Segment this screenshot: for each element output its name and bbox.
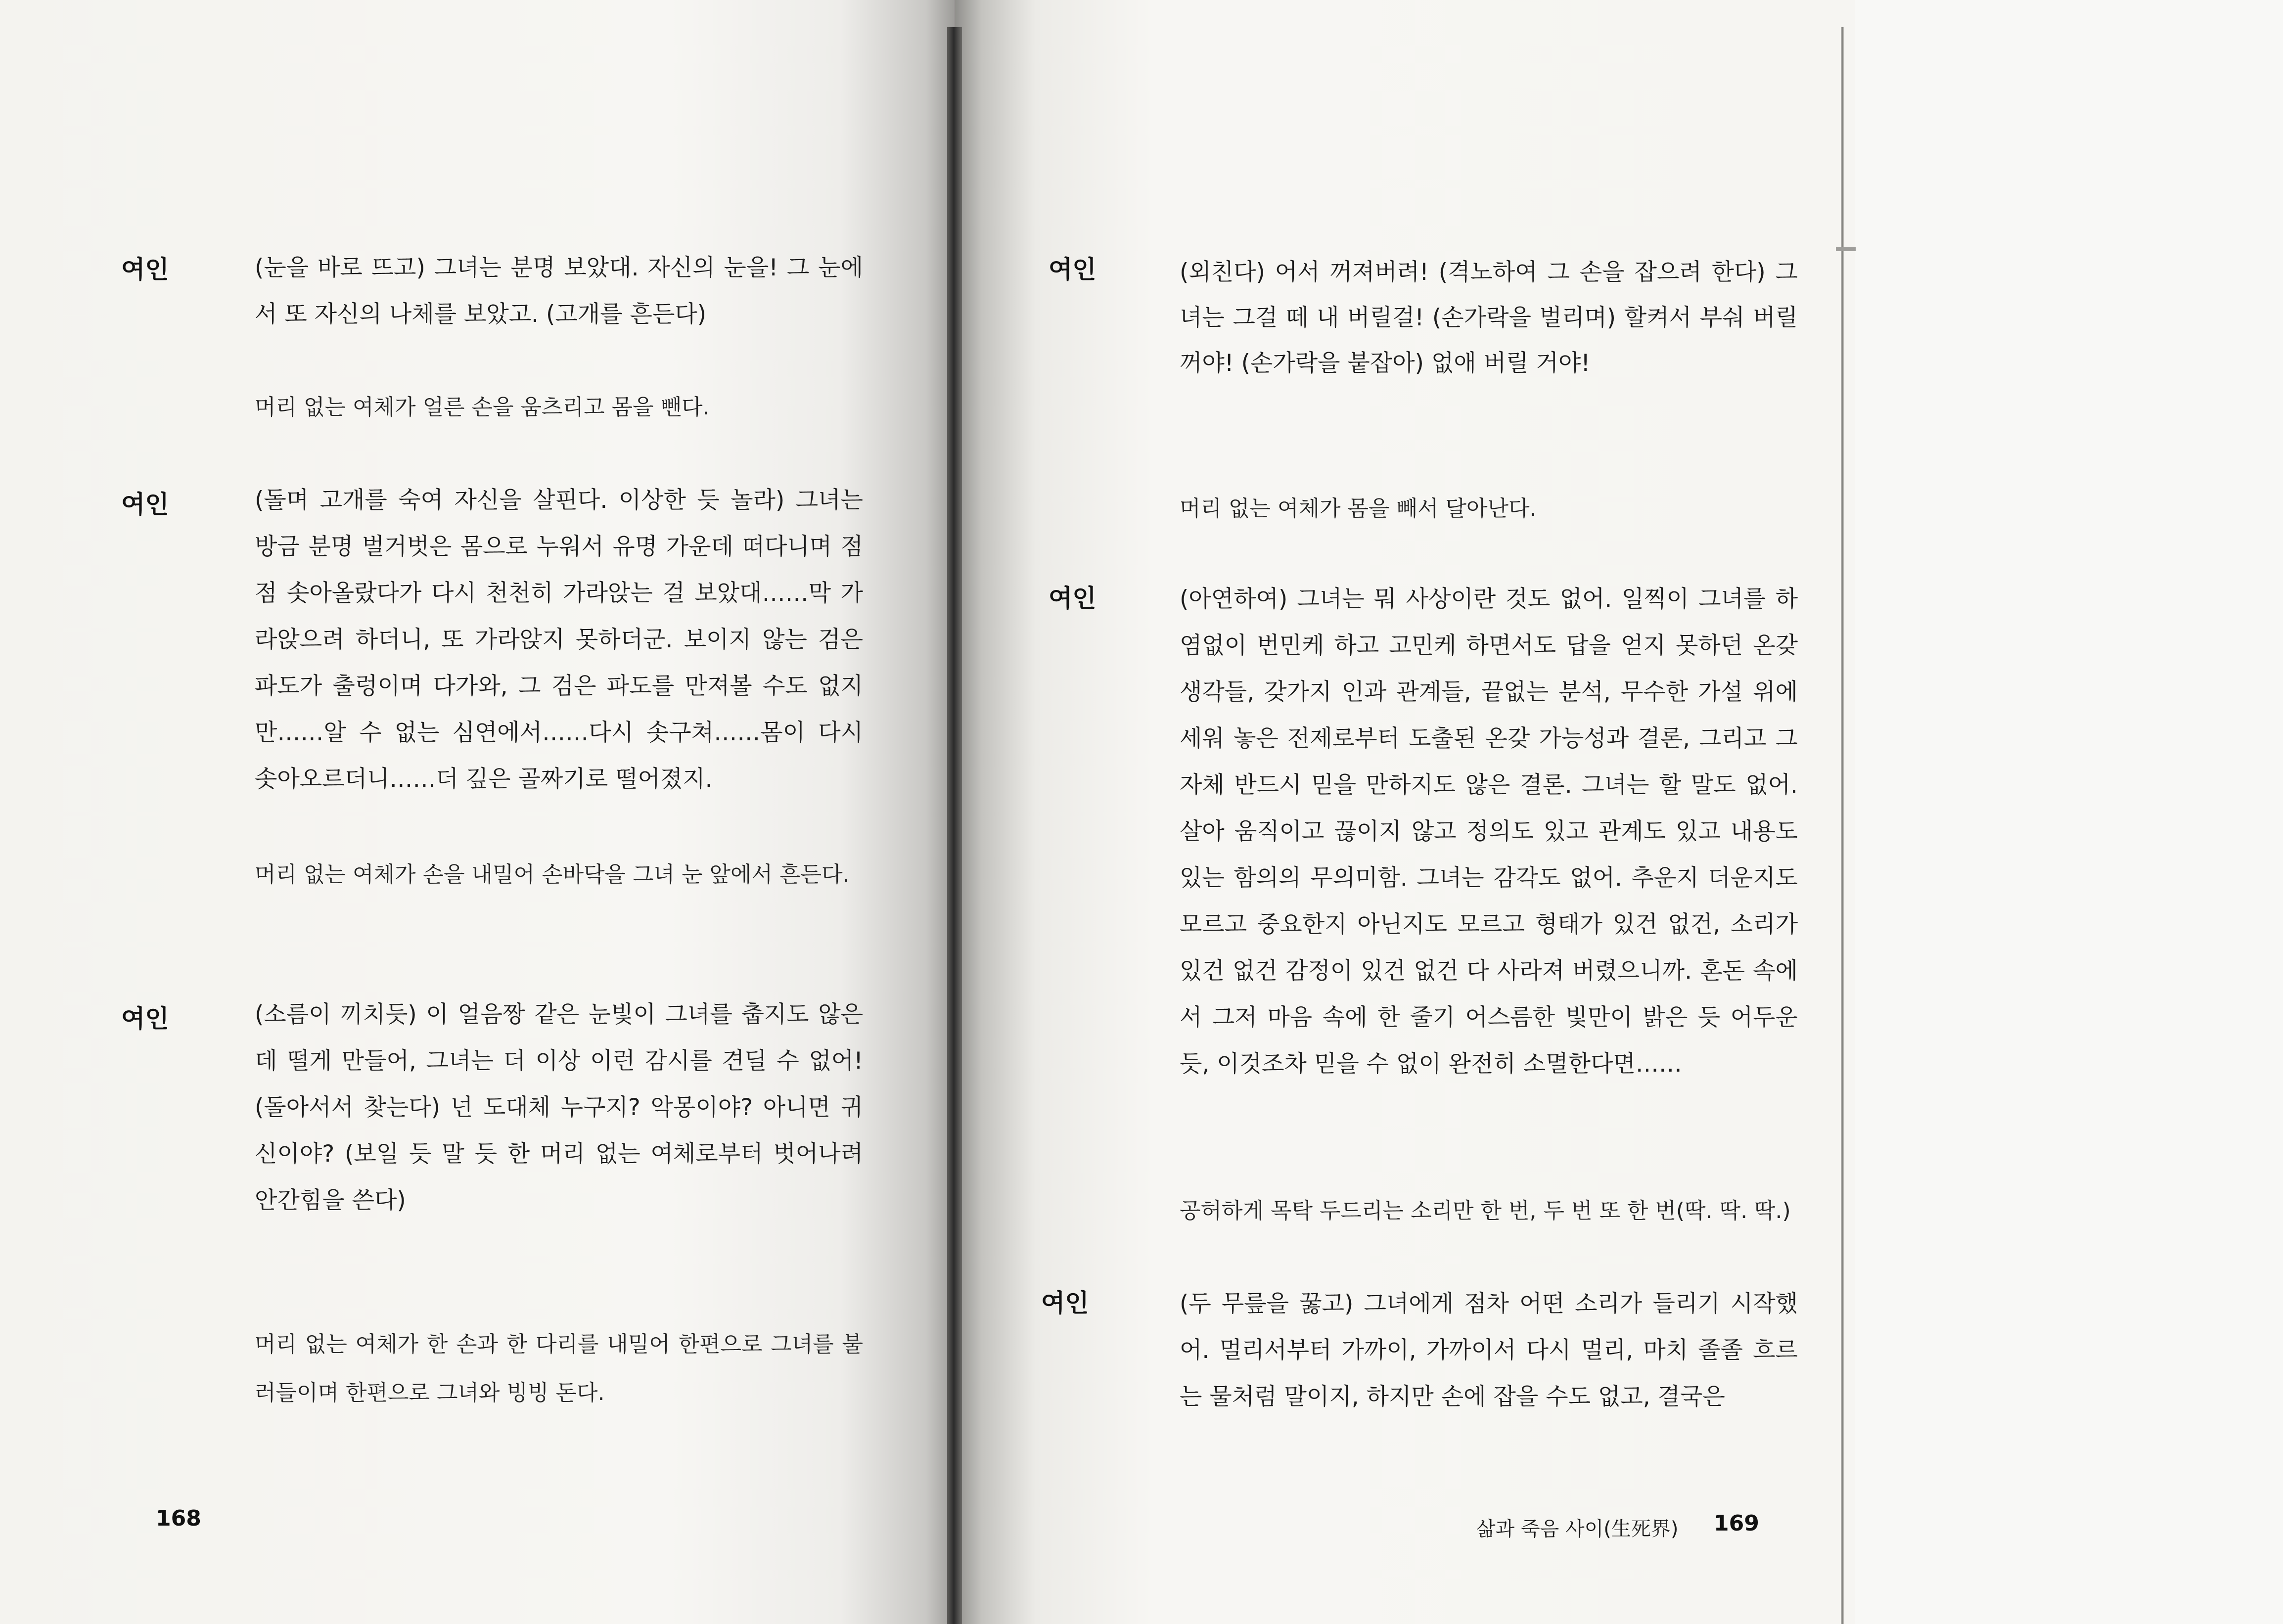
dialogue-text: (소름이 끼치듯) 이 얼음짱 같은 눈빛이 그녀를 춥지도 않은데 떨게 만들어, 그녀는 더 이상 이런 감시를 견딜 수 없어! (돌아서서 찾는다) 넌 도대체 누구지? 악몽이야? 아니면 귀신이야? (보일 듯 말 듯 한 머리 없는 여체로부터 벗어나려 안간힘을 쓴다) xyxy=(255,1001,863,1214)
book-gutter xyxy=(947,27,962,1624)
stage-direction: 머리 없는 여체가 얼른 손을 움츠리고 몸을 뺀다. xyxy=(255,395,710,420)
page-edge-line xyxy=(1841,27,1844,1624)
speaker-label: 여인 xyxy=(1049,255,1096,284)
stage-direction: 공허하게 목탁 두드리는 소리만 한 번, 두 번 또 한 번(딱. 딱. 딱.) xyxy=(1180,1198,1791,1223)
running-head: 삶과 죽음 사이(生死界) xyxy=(1476,1518,1679,1540)
stage-direction: 머리 없는 여체가 한 손과 한 다리를 내밀어 한편으로 그녀를 불러들이며 한편으로 그녀와 빙빙 돈다. xyxy=(255,1332,863,1405)
dialogue-text: (돌며 고개를 숙여 자신을 살핀다. 이상한 듯 놀라) 그녀는 방금 분명 벌거벗은 몸으로 누워서 유명 가운데 떠다니며 점점 솟아올랐다가 다시 천천히 가라앉는 걸 보았대……막 가라앉으려 하더니, 또 가라앉지 못하더군. 보이지 않는 검은 파도가 출렁이며 다가와, 그 검은 파도를 만져볼 수도 없지만……알 수 없는 심연에서……다시 솟구쳐……몸이 다시 솟아오르더니……더 깊은 골짜기로 떨어졌지. xyxy=(255,487,863,793)
page-number: 169 xyxy=(1714,1511,1759,1536)
speaker-label: 여인 xyxy=(121,490,169,519)
speaker-label: 여인 xyxy=(1049,584,1096,613)
dialogue-text: (외친다) 어서 꺼져버려! (격노하여 그 손을 잡으려 한다) 그녀는 그걸 떼 내 버릴걸! (손가락을 벌리며) 할켜서 부숴 버릴 꺼야! (손가락을 붙잡아) 없애 버릴 거야! xyxy=(1180,259,1798,377)
dialogue-text: (두 무릎을 꿇고) 그녀에게 점차 어떤 소리가 들리기 시작했어. 멀리서부터 가까이, 가까이서 다시 멀리, 마치 졸졸 흐르는 물처럼 말이지, 하지만 손에 잡을 수도 없고, 결국은 xyxy=(1180,1290,1798,1410)
dialogue-text: (아연하여) 그녀는 뭐 사상이란 것도 없어. 일찍이 그녀를 하염없이 번민케 하고 고민케 하면서도 답을 얻지 못하던 온갖 생각들, 갖가지 인과 관계들, 끝없는 분석, 무수한 가설 위에 세워 놓은 전제로부터 도출된 온갖 가능성과 결론, 그리고 그 자체 반드시 믿을 만하지도 않은 결론. 그녀는 할 말도 없어. 살아 움직이고 끊이지 않고 정의도 있고 관계도 있고 내용도 있는 함의의 무의미함. 그녀는 감각도 없어. 추운지 더운지도 모르고 중요한지 아닌지도 모르고 형태가 있건 없건, 소리가 있건 없건 감정이 있건 없건 다 사라져 버렸으니까. 혼돈 속에서 그저 마음 속에 한 줄기 어스름한 빛만이 밝은 듯 어두운 듯, 이것조차 믿을 수 없이 완전히 소멸한다면…… xyxy=(1180,586,1798,1078)
stage-direction: 머리 없는 여체가 몸을 빼서 달아난다. xyxy=(1180,496,1537,521)
page-edge-tick xyxy=(1836,247,1856,251)
speaker-label: 여인 xyxy=(1041,1289,1089,1317)
speaker-label: 여인 xyxy=(121,1004,169,1033)
stage-direction: 머리 없는 여체가 손을 내밀어 손바닥을 그녀 눈 앞에서 흔든다. xyxy=(255,862,850,887)
speaker-label: 여인 xyxy=(121,255,169,284)
scan-margin xyxy=(1855,0,2283,1624)
page-number: 168 xyxy=(156,1506,201,1531)
dialogue-text: (눈을 바로 뜨고) 그녀는 분명 보았대. 자신의 눈을! 그 눈에서 또 자신의 나체를 보았고. (고개를 흔든다) xyxy=(255,254,863,328)
